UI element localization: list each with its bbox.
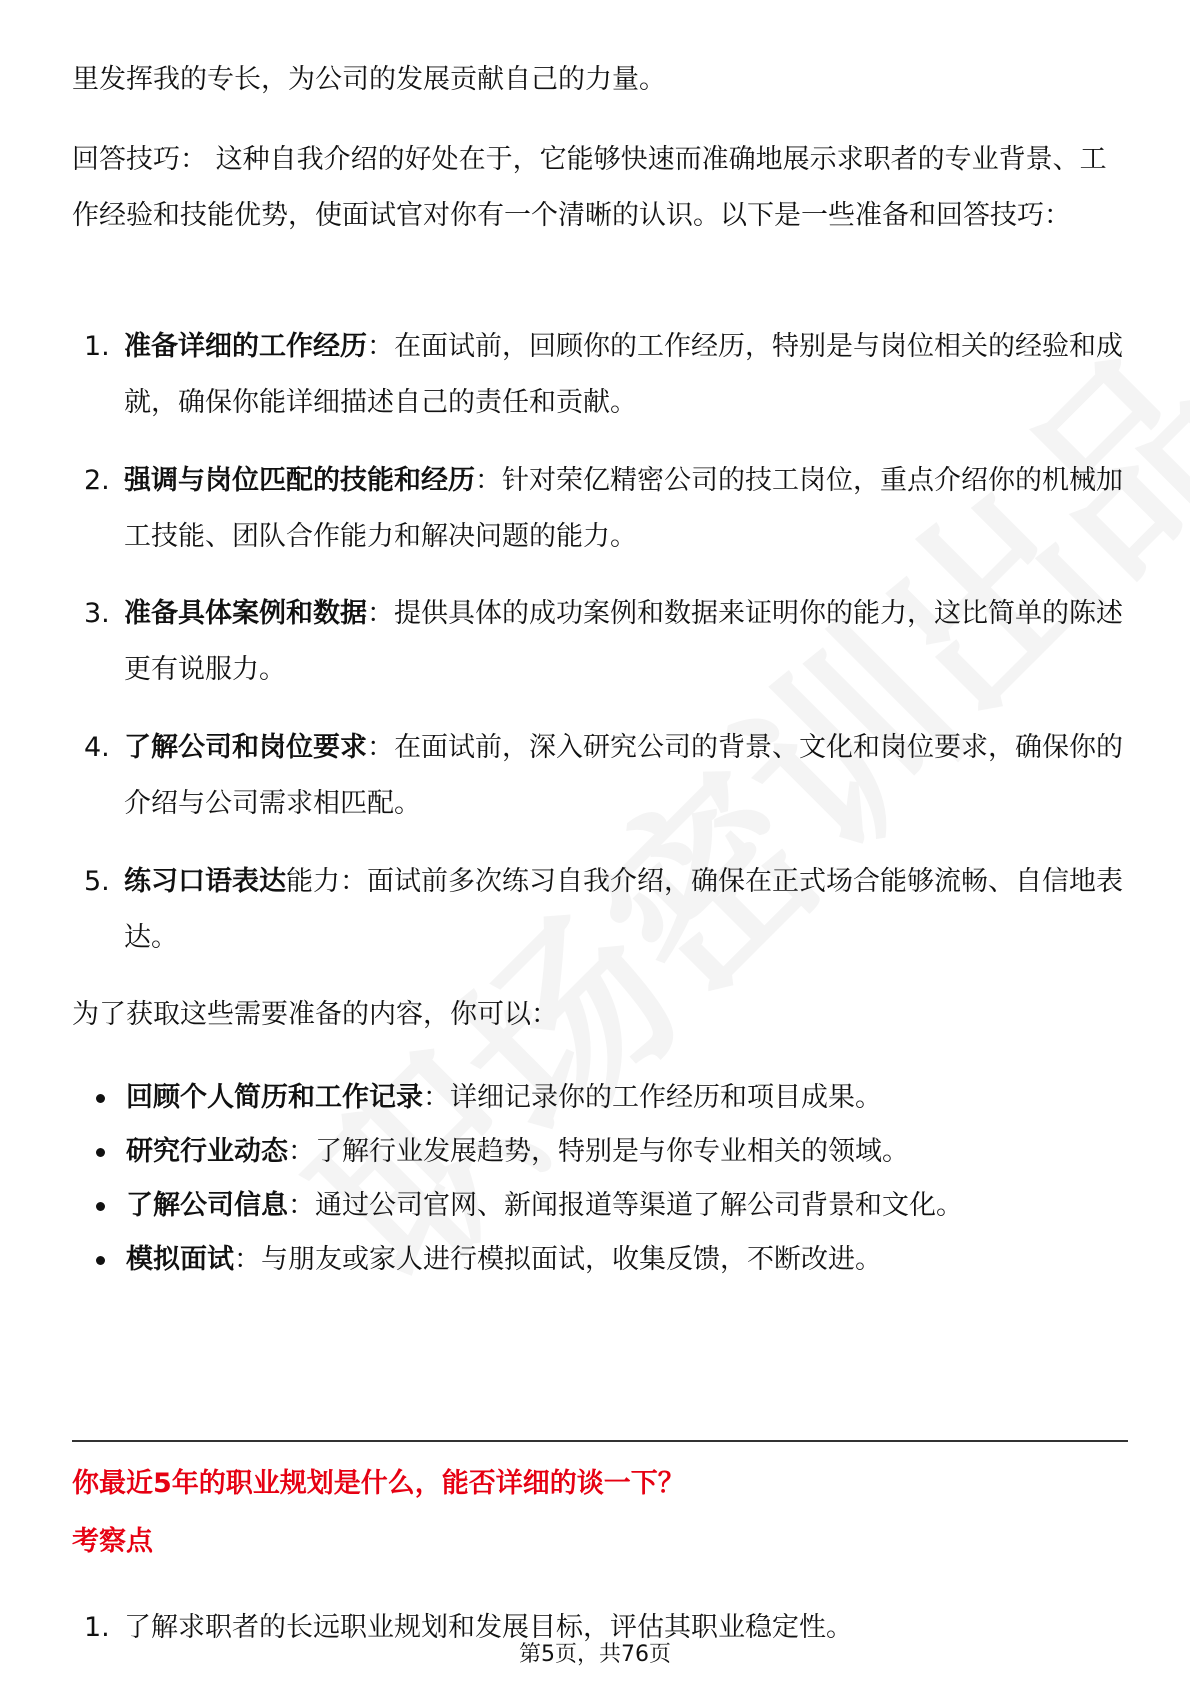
list-item-text: ：针对荣亿精密公司的技工岗位，重点介绍你的机械加工技能、团队合作能力和解决问题的能力。 (124, 465, 1123, 552)
list-item-text: 能力：面试前多次练习自我介绍，确保在正式场合能够流畅、自信地表达。 (124, 866, 1123, 953)
list-item (84, 586, 1124, 698)
bullet-icon (96, 1094, 105, 1103)
list-item (84, 319, 1124, 431)
page-footer: 第5页，共76页 (519, 1642, 671, 1667)
list-number: 1. (84, 331, 110, 362)
question-heading: 你最近5年的职业规划是什么，能否详细的谈一下？ (72, 1468, 685, 1499)
bullet-heading: 回顾个人简历和工作记录 (126, 1082, 423, 1113)
list-item-heading: 练习口语表达 (124, 866, 286, 897)
bullet-item (96, 1178, 1126, 1234)
bullet-item (96, 1070, 1126, 1126)
list-item-text: ：提供具体的成功案例和数据来证明你的能力，这比简单的陈述更有说服力。 (124, 598, 1123, 685)
bullet-icon (96, 1202, 105, 1211)
list-item (84, 453, 1124, 565)
bullet-text: ：了解行业发展趋势，特别是与你专业相关的领域。 (288, 1136, 909, 1167)
bullet-text: ：通过公司官网、新闻报道等渠道了解公司背景和文化。 (288, 1190, 963, 1221)
prep-intro: 为了获取这些需要准备的内容，你可以： (72, 999, 558, 1030)
intro-line: 里发挥我的专长，为公司的发展贡献自己的力量。 (72, 64, 666, 95)
list-number: 2. (84, 465, 110, 496)
bullet-heading: 了解公司信息 (126, 1190, 288, 1221)
bullet-item (96, 1124, 1126, 1180)
bullet-icon (96, 1256, 105, 1265)
section-divider (72, 1440, 1128, 1442)
list-item-heading: 准备详细的工作经历 (124, 331, 367, 362)
list-item-heading: 准备具体案例和数据 (124, 598, 367, 629)
tips-paragraph: 回答技巧： 这种自我介绍的好处在于，它能够快速而准确地展示求职者的专业背景、工作经验和技能优势，使面试官对你有一个清晰的认识。以下是一些准备和回答技巧： (72, 144, 1107, 231)
bullet-heading: 模拟面试 (126, 1244, 234, 1275)
list-item-text: ：在面试前，深入研究公司的背景、文化和岗位要求，确保你的介绍与公司需求相匹配。 (124, 732, 1123, 819)
bullet-text: ：详细记录你的工作经历和项目成果。 (423, 1082, 882, 1113)
bullet-heading: 研究行业动态 (126, 1136, 288, 1167)
list-item-heading: 了解公司和岗位要求 (124, 732, 367, 763)
list-item (84, 854, 1124, 966)
list-number: 1. (84, 1612, 110, 1643)
bullet-icon (96, 1148, 105, 1157)
bullet-text: ：与朋友或家人进行模拟面试，收集反馈，不断改进。 (234, 1244, 882, 1275)
list-number: 4. (84, 732, 110, 763)
section-title: 考察点 (72, 1526, 153, 1557)
list-item (84, 720, 1124, 832)
list-number: 5. (84, 866, 110, 897)
list-item-heading: 强调与岗位匹配的技能和经历 (124, 465, 475, 496)
list-item-text: 了解求职者的长远职业规划和发展目标，评估其职业稳定性。 (124, 1612, 853, 1643)
list-item-text: ：在面试前，回顾你的工作经历，特别是与岗位相关的经验和成就，确保你能详细描述自己的责任和贡献。 (124, 331, 1123, 418)
list-number: 3. (84, 598, 110, 629)
bullet-item (96, 1232, 1126, 1288)
